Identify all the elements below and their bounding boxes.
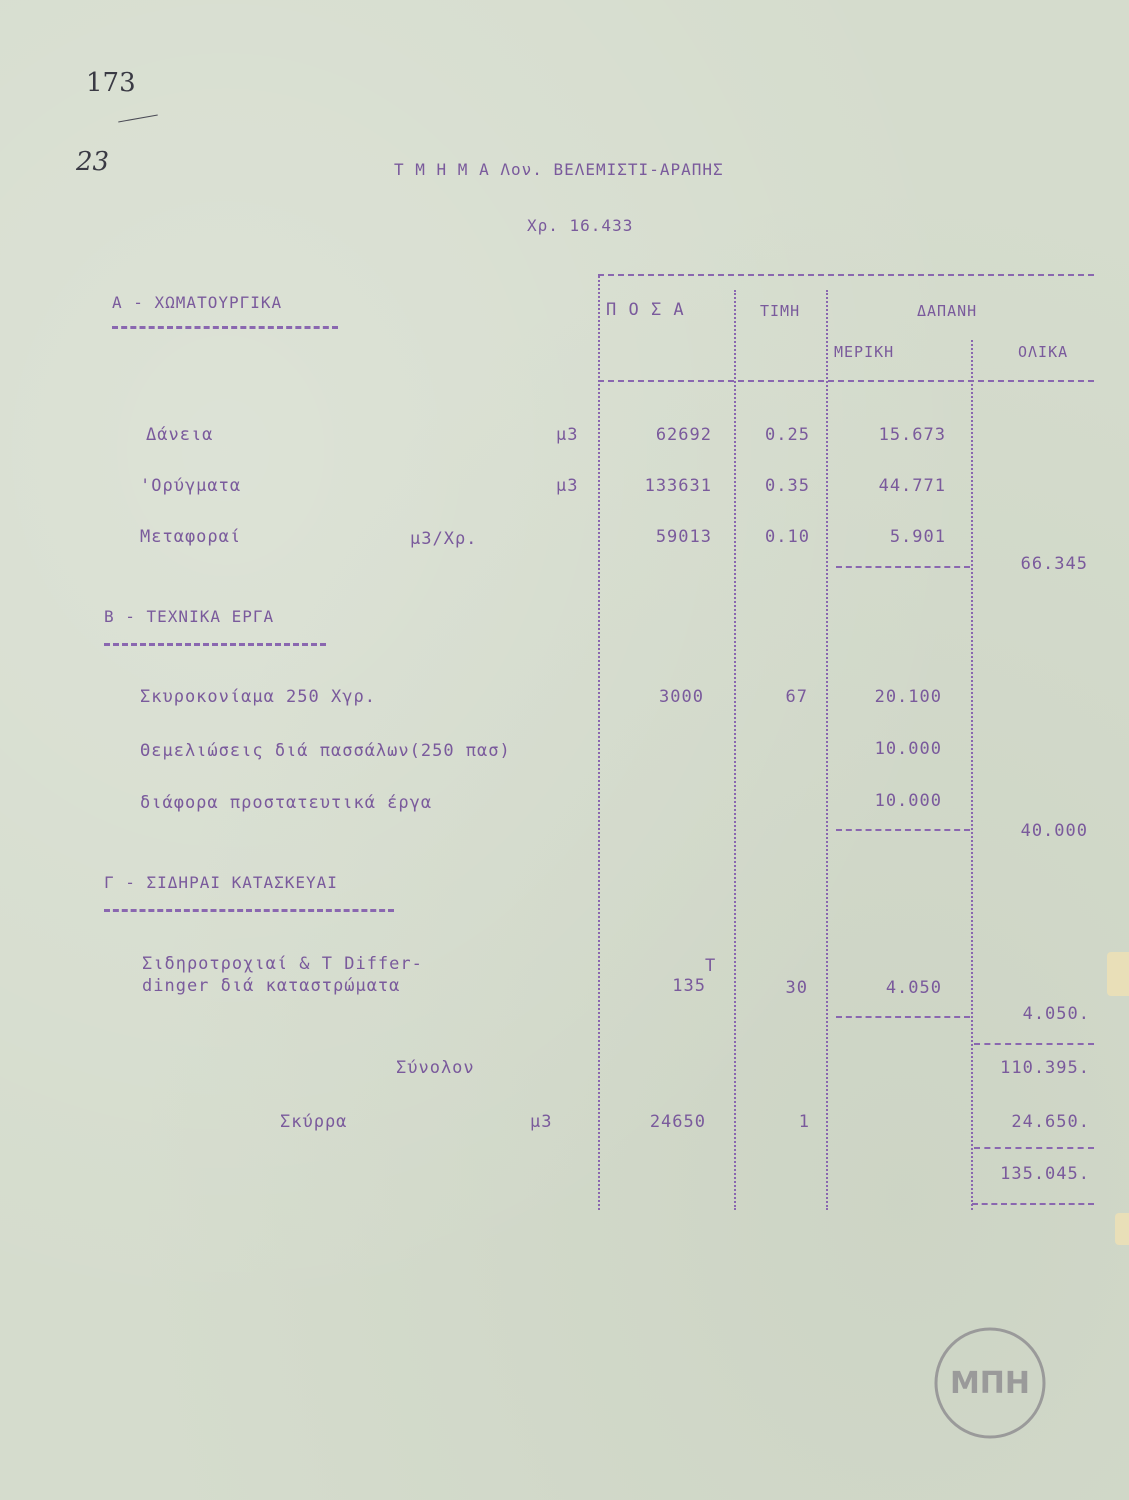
- section-a-heading: Α - ΧΩΜΑΤΟΥΡΓΙΚΑ: [112, 293, 283, 312]
- table-top-rule: [598, 274, 1094, 276]
- row-label: Δάνεια: [146, 425, 214, 445]
- row-partial: 5.901: [889, 527, 946, 547]
- folio-underline: [118, 115, 158, 123]
- skyrra-label: Σκύρρα: [280, 1112, 348, 1132]
- row-qty: 3000: [659, 687, 704, 707]
- section-b-underline: [104, 643, 326, 646]
- row-label: Μεταφοραί: [140, 527, 242, 547]
- section-c-subtotal-rule: [836, 1016, 970, 1018]
- section-b-total: 40.000: [1020, 821, 1088, 841]
- folio-number: 173: [86, 68, 136, 98]
- row-label: Θεμελιώσεις διά πασσάλων(250 πασ): [140, 741, 511, 761]
- row-partial: 10.000: [874, 791, 942, 811]
- row-price: 67: [785, 687, 808, 707]
- binding-tab: [1107, 952, 1129, 996]
- row-partial: 20.100: [874, 687, 942, 707]
- skyrra-value: 24.650.: [1011, 1112, 1090, 1132]
- row-price: 0.25: [765, 425, 810, 445]
- row-price: 0.35: [765, 476, 810, 496]
- grand-total-bottom-rule: [972, 1203, 1094, 1205]
- row-qty: 62692: [655, 425, 712, 445]
- skyrra-unit: μ3: [530, 1112, 553, 1132]
- page-number: 23: [76, 147, 110, 177]
- section-title: Τ Μ Η Μ Α Λον. ΒΕΛΕΜΙΣΤΙ-ΑΡΑΠΗΣ: [394, 160, 724, 179]
- section-a-underline: [112, 326, 338, 329]
- section-a-subtotal-rule: [836, 566, 970, 568]
- synolon-value: 110.395.: [1000, 1058, 1090, 1078]
- col-header-olika: ΟΛΙΚΑ: [1018, 343, 1069, 361]
- row-unit: μ3/Χρ.: [410, 529, 478, 549]
- row-label: Σκυροκονίαμα 250 Χγρ.: [140, 687, 376, 707]
- summary-top-rule: [974, 1043, 1094, 1045]
- row-qty: 135: [672, 976, 706, 996]
- row-partial: 4.050: [885, 978, 942, 998]
- stamp-text: ΜΠΗ: [949, 1366, 1031, 1401]
- row-partial: 44.771: [878, 476, 946, 496]
- row-partial: 10.000: [874, 739, 942, 759]
- section-c-underline: [104, 909, 394, 912]
- row-label: διάφορα προστατευτικά έργα: [140, 793, 433, 813]
- section-c-heading: Γ - ΣΙΔΗΡΑΙ ΚΑΤΑΣΚΕΥΑΙ: [104, 873, 338, 892]
- binding-tab: [1115, 1213, 1129, 1245]
- row-partial: 15.673: [878, 425, 946, 445]
- chainage: Χρ. 16.433: [527, 216, 634, 235]
- row-price: 30: [785, 978, 808, 998]
- row-qty: 133631: [644, 476, 712, 496]
- row-label-line2: dinger διά καταστρώματα: [142, 976, 401, 996]
- grand-total: 135.045.: [1000, 1164, 1090, 1184]
- skyrra-price: 1: [798, 1112, 810, 1132]
- section-a-total: 66.345: [1020, 554, 1088, 574]
- row-label: 'Ορύγματα: [140, 476, 242, 496]
- col-sep-4: [971, 340, 973, 1210]
- row-unit: μ3: [556, 425, 579, 445]
- col-sep-1: [598, 276, 600, 1210]
- header-bottom-rule: [598, 380, 1094, 382]
- col-sep-3: [826, 290, 828, 1210]
- archive-stamp: [932, 1325, 1048, 1441]
- grand-total-top-rule: [974, 1147, 1094, 1149]
- col-header-dapani: ΔΑΠΑΝΗ: [917, 302, 978, 320]
- skyrra-qty: 24650: [649, 1112, 706, 1132]
- row-price: 0.10: [765, 527, 810, 547]
- col-header-timi: ΤΙΜΗ: [760, 302, 801, 320]
- col-header-meriki: ΜΕΡΙΚΗ: [834, 343, 895, 361]
- col-sep-2: [734, 290, 736, 1210]
- section-b-heading: Β - ΤΕΧΝΙΚΑ ΕΡΓΑ: [104, 607, 275, 626]
- synolon-label: Σύνολον: [396, 1058, 475, 1078]
- col-header-posa: Π Ο Σ Α: [606, 300, 685, 320]
- section-c-total: 4.050.: [1022, 1004, 1090, 1024]
- row-label-line1: Σιδηροτροχιαί & Τ Differ-: [142, 954, 423, 974]
- row-unit: Τ: [705, 956, 717, 976]
- section-b-subtotal-rule: [836, 829, 970, 831]
- row-qty: 59013: [655, 527, 712, 547]
- row-unit: μ3: [556, 476, 579, 496]
